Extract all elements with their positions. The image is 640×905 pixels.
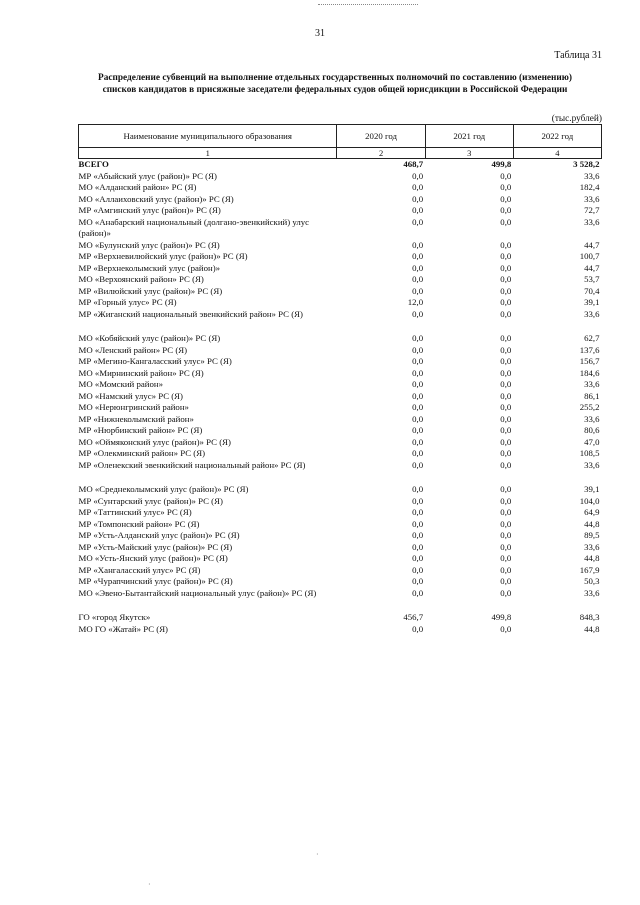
value-2021: 0,0 — [500, 379, 512, 389]
value-2021: 0,0 — [500, 495, 512, 506]
table-row — [79, 286, 602, 298]
municipality-name — [79, 286, 337, 298]
value-2022: 64,9 — [584, 507, 600, 517]
table-row — [79, 217, 602, 240]
scan-mark: · — [316, 850, 319, 859]
value-2022: 44,7 — [584, 262, 600, 273]
value-2022: 44,7 — [584, 239, 600, 250]
municipality-name — [79, 484, 337, 496]
table-row — [79, 379, 602, 391]
table-row — [79, 519, 602, 531]
municipality-name-line: МР «Оленекский эвенкийский национальный район» РС (Я) — [78, 459, 306, 470]
municipality-name — [79, 194, 337, 206]
units-label: (тыс.рублей) — [551, 114, 602, 124]
value-2022: 33,6 — [584, 193, 600, 204]
table-row — [79, 297, 602, 309]
table-row — [79, 507, 602, 519]
value-2022: 184,6 — [579, 367, 600, 378]
spacer-row — [79, 471, 602, 484]
municipality-name-line: МР «Олекминский район» РС (Я) — [78, 448, 206, 458]
table-row — [79, 171, 602, 183]
table-row — [79, 251, 602, 263]
value-2021: 0,0 — [500, 587, 512, 598]
value-2021: 0,0 — [500, 251, 512, 261]
table-row — [79, 205, 602, 217]
value-2022: 137,6 — [579, 344, 600, 355]
value-2021: 0,0 — [500, 436, 512, 447]
municipality-name-line: МО «Булунский улус (район)» РС (Я) — [78, 239, 220, 250]
value-2021: 0,0 — [500, 216, 512, 227]
value-2022: 89,5 — [584, 530, 600, 540]
municipality-name-line: МР «Таттинский улус» РС (Я) — [78, 507, 192, 517]
value-2021: 0,0 — [500, 344, 512, 355]
table-row — [79, 356, 602, 368]
value-2021: 0,0 — [500, 576, 512, 586]
value-2021: 0,0 — [500, 239, 512, 250]
table-row — [79, 345, 602, 357]
table-row — [79, 274, 602, 286]
municipality-name-line: МР «Чурапчинский улус (район)» РС (Я) — [78, 576, 233, 586]
table-row — [79, 240, 602, 252]
value-2021: 0,0 — [500, 402, 512, 412]
header-2021: 2021 год — [425, 125, 513, 148]
table-row — [79, 448, 602, 460]
value-2021: 0,0 — [500, 413, 512, 424]
value-2021: 0,0 — [500, 193, 512, 204]
scan-mark: · — [148, 880, 151, 889]
municipality-name-line: МО «Эвено-Бытантайский национальный улус (район)» РС (Я) — [78, 587, 317, 598]
municipality-name-line: МР «Верхневилюйский улус (район)» РС (Я) — [78, 251, 248, 261]
municipality-name-line: МР «Вилюйский улус (район)» РС (Я) — [78, 285, 223, 296]
value-2020: 0,0 — [412, 274, 424, 284]
value-2021: 0,0 — [500, 623, 512, 634]
table-row — [79, 484, 602, 496]
value-2022: 62,7 — [584, 333, 600, 343]
header-col-number: 1 — [79, 148, 337, 159]
page-number: 31 — [315, 28, 325, 39]
municipality-name — [79, 553, 337, 565]
value-2022: 39,1 — [584, 484, 600, 494]
table-row — [79, 391, 602, 403]
value-2022: 33,6 — [584, 170, 600, 181]
municipality-name-line: МР «Верхнеколымский улус (район)» — [78, 262, 221, 273]
municipality-name-line: МО «Алданский район» РС (Я) — [78, 182, 197, 192]
value-2020: 0,0 — [412, 576, 424, 586]
municipality-name — [79, 448, 337, 460]
value-2021: 0,0 — [500, 390, 512, 401]
value-2020: 0,0 — [412, 495, 424, 506]
value-2020: 0,0 — [412, 425, 424, 435]
value-2020: 0,0 — [412, 182, 424, 192]
value-2021: 499,8 — [491, 612, 512, 622]
value-2020: 0,0 — [412, 448, 424, 458]
value-2021: 0,0 — [500, 356, 512, 366]
municipality-name-line: МО «Нерюнгринский район» — [78, 402, 189, 412]
municipality-name — [79, 519, 337, 531]
municipality-name — [79, 205, 337, 217]
value-2020: 0,0 — [412, 193, 424, 204]
value-2022: 100,7 — [579, 251, 600, 261]
municipality-name-line: МО «Верхоянский район» РС (Я) — [78, 274, 204, 284]
value-2020: 0,0 — [412, 413, 424, 424]
municipality-name — [79, 530, 337, 542]
municipality-name — [79, 402, 337, 414]
value-2022: 33,6 — [584, 308, 600, 319]
value-2021: 0,0 — [500, 308, 512, 319]
municipality-name — [79, 379, 337, 391]
municipality-name — [79, 496, 337, 508]
subsidy-table — [78, 124, 602, 635]
value-2020: 456,7 — [403, 612, 424, 622]
spacer-cell — [79, 599, 602, 612]
value-2020: 0,0 — [412, 216, 424, 227]
table-row — [79, 460, 602, 472]
table-row — [79, 565, 602, 577]
value-2021: 0,0 — [500, 170, 512, 181]
municipality-name-line: МР «Нижнеколымский район» — [78, 413, 194, 424]
municipality-name-line: МР «Томпонский район» РС (Я) — [78, 518, 200, 529]
municipality-name-line: МР «Мегино-Кангаласский улус» РС (Я) — [78, 356, 232, 366]
table-row — [79, 263, 602, 275]
value-2022: 33,6 — [584, 216, 600, 227]
municipality-name-line: МО «Момский район» — [78, 379, 163, 389]
municipality-name-line: МР «Усть-Майский улус (район)» РС (Я) — [78, 541, 233, 552]
value-2020: 0,0 — [412, 530, 424, 540]
header-col-number: 2 — [337, 148, 425, 159]
table-row — [79, 530, 602, 542]
value-2020: 0,0 — [412, 390, 424, 401]
value-2021: 0,0 — [500, 285, 512, 296]
municipality-name — [79, 356, 337, 368]
municipality-name — [79, 588, 337, 600]
table-row — [79, 182, 602, 194]
municipality-name — [79, 274, 337, 286]
municipality-name — [79, 507, 337, 519]
value-2020: 0,0 — [412, 251, 424, 261]
value-2020: 0,0 — [412, 308, 424, 319]
value-2021: 0,0 — [500, 507, 512, 517]
value-2021: 0,0 — [500, 182, 512, 192]
value-2022: 44,8 — [584, 518, 600, 529]
municipality-name — [79, 542, 337, 554]
municipality-name-line: МО «Ленский район» РС (Я) — [78, 344, 188, 355]
value-2022: 182,4 — [579, 182, 600, 192]
municipality-name — [79, 159, 337, 171]
municipality-name — [79, 263, 337, 275]
header-2020: 2020 год — [337, 125, 425, 148]
municipality-name — [79, 251, 337, 263]
table-row — [79, 576, 602, 588]
municipality-name — [79, 414, 337, 426]
municipality-name-line: МР «Хангаласский улус» РС (Я) — [78, 564, 201, 575]
table-row — [79, 624, 602, 636]
spacer-cell — [79, 471, 602, 484]
value-2022: 39,1 — [584, 297, 600, 307]
municipality-name — [79, 437, 337, 449]
value-2020: 0,0 — [412, 170, 424, 181]
value-2022: 848,3 — [579, 612, 600, 622]
municipality-name — [79, 217, 337, 240]
header-col-number: 3 — [425, 148, 513, 159]
value-2022: 167,9 — [579, 564, 600, 575]
value-2021: 499,8 — [491, 159, 512, 169]
municipality-name-line: МР «Жиганский национальный эвенкийский район» РС (Я) — [78, 308, 303, 319]
value-2021: 0,0 — [500, 530, 512, 540]
value-2020: 0,0 — [412, 553, 424, 563]
table-row — [79, 588, 602, 600]
municipality-name-line: МР «Нюрбинский район» РС (Я) — [78, 425, 203, 435]
value-2020: 0,0 — [412, 587, 424, 598]
value-2020: 0,0 — [412, 205, 424, 215]
value-2021: 0,0 — [500, 333, 512, 343]
value-2021: 0,0 — [500, 297, 512, 307]
value-2022: 33,6 — [584, 541, 600, 552]
spacer-row — [79, 599, 602, 612]
value-2022: 44,8 — [584, 553, 600, 563]
value-2022: 72,7 — [584, 205, 600, 215]
value-2020: 12,0 — [407, 297, 424, 307]
table-row — [79, 553, 602, 565]
table-row — [79, 437, 602, 449]
municipality-name-line: МО «Мирнинский район» РС (Я) — [78, 367, 204, 378]
municipality-name-line: МР «Амгинский улус (район)» РС (Я) — [78, 205, 221, 215]
municipality-name-line: МО «Среднеколымский улус (район)» РС (Я) — [78, 484, 249, 494]
municipality-name-line: МО «Аллаиховский улус (район)» РС (Я) — [78, 193, 234, 204]
header-2022: 2022 год — [513, 125, 601, 148]
title-line-1: Распределение субвенций на выполнение отдельных государственных полномочий по составлению (изменению) — [98, 73, 572, 83]
value-2020: 0,0 — [412, 484, 424, 494]
municipality-name-line: МО «Кобяйский улус (район)» РС (Я) — [78, 333, 221, 343]
value-2021: 0,0 — [500, 274, 512, 284]
value-2021: 0,0 — [500, 518, 512, 529]
value-2022: 33,6 — [584, 587, 600, 598]
value-2020: 0,0 — [412, 402, 424, 412]
value-2021: 0,0 — [500, 367, 512, 378]
municipality-name — [79, 333, 337, 345]
municipality-name — [79, 297, 337, 309]
value-2022: 80,6 — [584, 425, 600, 435]
municipality-name-line: МО «Оймяконский улус (район)» РС (Я) — [78, 436, 231, 447]
table-row — [79, 333, 602, 345]
value-2022: 44,8 — [584, 623, 600, 634]
table-header — [79, 125, 602, 159]
municipality-name-line: МО «Анабарский национальный (долгано-эвенкийский) улус — [78, 216, 310, 227]
municipality-name-line: МО ГО «Жатай» РС (Я) — [78, 623, 168, 634]
table-row — [79, 425, 602, 437]
municipality-name-line: МО «Усть-Янский улус (район)» РС (Я) — [78, 553, 228, 563]
municipality-name-line: МР «Усть-Алданский улус (район)» РС (Я) — [78, 530, 240, 540]
value-2020: 0,0 — [412, 356, 424, 366]
municipality-name — [79, 565, 337, 577]
value-2020: 0,0 — [412, 507, 424, 517]
value-2020: 0,0 — [412, 262, 424, 273]
municipality-name-line: МР «Абыйский улус (район)» РС (Я) — [78, 170, 217, 181]
value-2021: 0,0 — [500, 459, 512, 470]
municipality-name — [79, 460, 337, 472]
value-2021: 0,0 — [500, 564, 512, 575]
table-body — [79, 159, 602, 636]
value-2021: 0,0 — [500, 484, 512, 494]
value-2020: 0,0 — [412, 379, 424, 389]
table-row — [79, 402, 602, 414]
value-2020: 0,0 — [412, 436, 424, 447]
title-line-2: списков кандидатов в присяжные заседатели федеральных судов общей юрисдикции в Российской Федерации — [102, 85, 568, 95]
value-2020: 0,0 — [412, 367, 424, 378]
table-row — [79, 612, 602, 624]
value-2020: 0,0 — [412, 333, 424, 343]
table-label: Таблица 31 — [554, 50, 602, 61]
municipality-name — [79, 425, 337, 437]
value-2020: 0,0 — [412, 459, 424, 470]
value-2021: 0,0 — [500, 205, 512, 215]
municipality-name — [79, 240, 337, 252]
value-2021: 0,0 — [500, 262, 512, 273]
municipality-name-line: ВСЕГО — [78, 159, 109, 169]
value-2022: 255,2 — [579, 402, 600, 412]
header-col-number: 4 — [513, 148, 601, 159]
municipality-name — [79, 368, 337, 380]
municipality-name-line: (район)» — [78, 228, 111, 238]
value-2020: 0,0 — [412, 518, 424, 529]
value-2022: 108,5 — [579, 448, 600, 458]
value-2021: 0,0 — [500, 541, 512, 552]
municipality-name-line: МР «Сунтарский улус (район)» РС (Я) — [78, 495, 223, 506]
municipality-name-line: МР «Горный улус» РС (Я) — [78, 297, 177, 307]
municipality-name — [79, 182, 337, 194]
value-2022: 104,0 — [579, 495, 600, 506]
header-name: Наименование муниципального образования — [79, 125, 337, 148]
value-2022: 33,6 — [584, 413, 600, 424]
value-2020: 0,0 — [412, 564, 424, 575]
table-row — [79, 542, 602, 554]
spacer-row — [79, 320, 602, 333]
table-row — [79, 368, 602, 380]
value-2021: 0,0 — [500, 553, 512, 563]
value-2020: 468,7 — [403, 159, 424, 169]
municipality-name — [79, 624, 337, 636]
table-row — [79, 194, 602, 206]
value-2022: 50,3 — [584, 576, 600, 586]
value-2022: 33,6 — [584, 459, 600, 470]
value-2021: 0,0 — [500, 448, 512, 458]
municipality-name — [79, 309, 337, 321]
spacer-cell — [79, 320, 602, 333]
value-2021: 0,0 — [500, 425, 512, 435]
value-2022: 3 528,2 — [573, 159, 600, 169]
municipality-name — [79, 171, 337, 183]
top-rule — [318, 4, 418, 5]
value-2020: 0,0 — [412, 239, 424, 250]
value-2020: 0,0 — [412, 623, 424, 634]
value-2020: 0,0 — [412, 541, 424, 552]
municipality-name-line: ГО «город Якутск» — [78, 612, 151, 622]
value-2022: 47,0 — [584, 436, 600, 447]
value-2022: 156,7 — [579, 356, 600, 366]
municipality-name — [79, 391, 337, 403]
table-row — [79, 414, 602, 426]
value-2022: 53,7 — [584, 274, 600, 284]
municipality-name — [79, 345, 337, 357]
document-title — [70, 72, 600, 96]
table-row — [79, 309, 602, 321]
table-row — [79, 496, 602, 508]
value-2022: 33,6 — [584, 379, 600, 389]
total-row — [79, 159, 602, 171]
value-2022: 86,1 — [584, 390, 600, 401]
municipality-name — [79, 612, 337, 624]
value-2022: 70,4 — [584, 285, 600, 296]
municipality-name-line: МО «Намский улус» РС (Я) — [78, 390, 183, 401]
value-2020: 0,0 — [412, 344, 424, 355]
municipality-name — [79, 576, 337, 588]
value-2020: 0,0 — [412, 285, 424, 296]
